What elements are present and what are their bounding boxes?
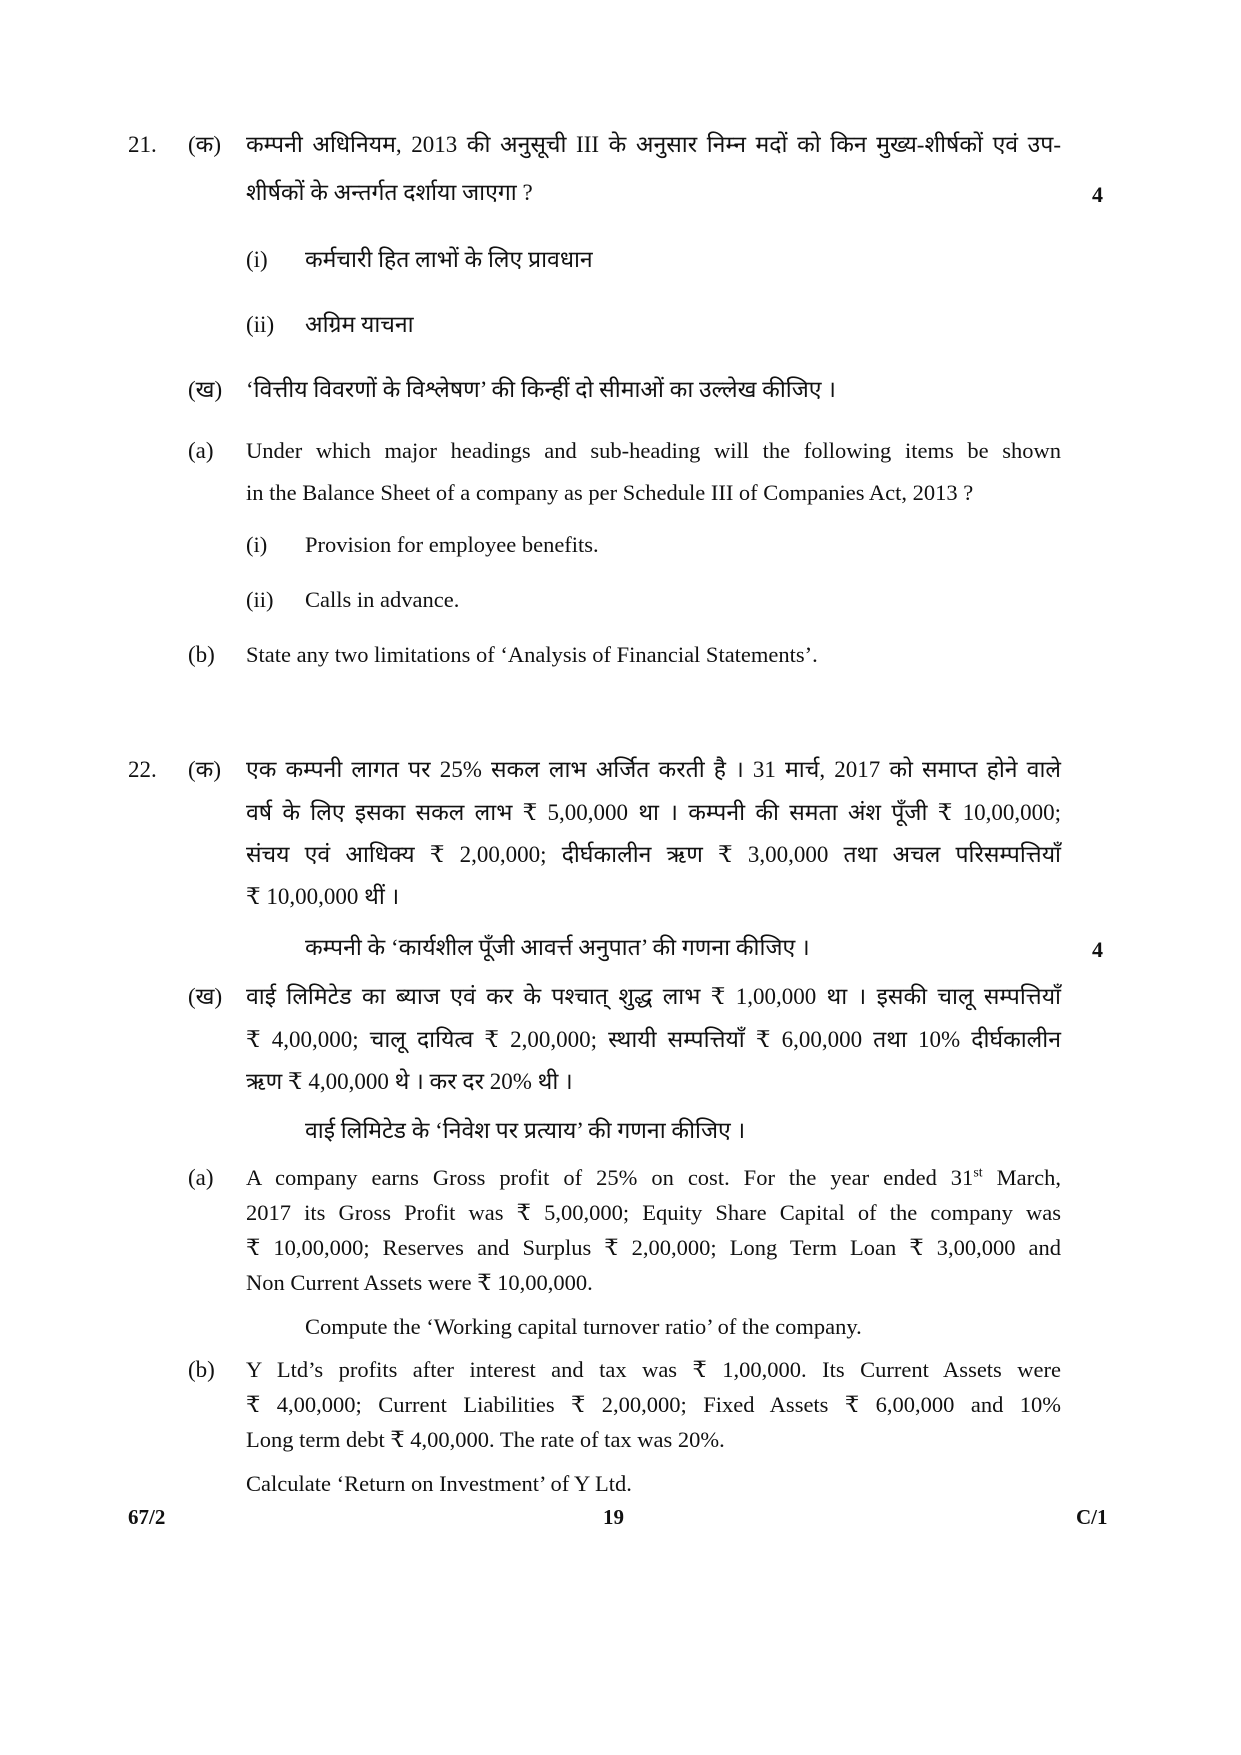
q21-kha-text: ‘वित्तीय विवरणों के विश्लेषण’ की किन्हीं दो सीमाओं का उल्लेख कीजिए । xyxy=(246,377,836,402)
q22-a-line2: 2017 its Gross Profit was ₹ 5,00,000; Equity Share Capital of the company was xyxy=(246,1200,1061,1225)
q22-ka-line1: एक कम्पनी लागत पर 25% सकल लाभ अर्जित करती है । 31 मार्च, 2017 को समाप्त होने वाले xyxy=(246,757,1061,782)
q22-a-line4: Non Current Assets were ₹ 10,00,000. xyxy=(246,1270,593,1295)
q21-part-b-label: (b) xyxy=(188,642,215,667)
q22-ka-line4: ₹ 10,00,000 थीं । xyxy=(246,884,400,909)
q21-a-item1-label: (i) xyxy=(246,532,268,557)
q22-a-line1-pre: A company earns Gross profit of 25% on cost. For the year ended 31 xyxy=(246,1165,974,1190)
q22-kha-line1: वाई लिमिटेड का ब्याज एवं कर के पश्चात् शुद्ध लाभ ₹ 1,00,000 था । इसकी चालू सम्पत्तियाँ xyxy=(246,984,1061,1009)
q22-kha-question: वाई लिमिटेड के ‘निवेश पर प्रत्याय’ की गणना कीजिए । xyxy=(305,1118,746,1143)
q21-a-line1: Under which major headings and sub-heading will the following items be shown xyxy=(246,438,1061,463)
q21-part-ka-label: (क) xyxy=(188,132,221,157)
q21-ka-line1: कम्पनी अधिनियम, 2013 की अनुसूची III के अनुसार निम्न मदों को किन मुख्य-शीर्षकों एवं उप- xyxy=(246,132,1061,157)
q22-part-kha-label: (ख) xyxy=(188,984,223,1009)
q22-part-ka-label: (क) xyxy=(188,757,221,782)
q21-ka-item1-text: कर्मचारी हित लाभों के लिए प्रावधान xyxy=(305,247,593,272)
footer-set-code: C/1 xyxy=(1076,1505,1108,1529)
q22-part-a-label: (a) xyxy=(188,1165,214,1190)
q21-b-text: State any two limitations of ‘Analysis of Financial Statements’. xyxy=(246,642,818,667)
q22-b-question: Calculate ‘Return on Investment’ of Y Ltd. xyxy=(246,1471,632,1496)
q21-a-line2: in the Balance Sheet of a company as per Schedule III of Companies Act, 2013 ? xyxy=(246,480,974,505)
q21-a-item1-text: Provision for employee benefits. xyxy=(305,532,599,557)
q21-a-item2-label: (ii) xyxy=(246,587,274,612)
q22-part-b-label: (b) xyxy=(188,1357,215,1382)
q21-a-item2-text: Calls in advance. xyxy=(305,587,460,612)
q22-ka-line3: संचय एवं आधिक्य ₹ 2,00,000; दीर्घकालीन ऋण ₹ 3,00,000 तथा अचल परिसम्पत्तियाँ xyxy=(246,842,1061,867)
q21-part-a-label: (a) xyxy=(188,438,214,463)
footer-paper-code: 67/2 xyxy=(128,1505,166,1529)
question-number-21: 21. xyxy=(128,132,157,157)
q22-kha-line2: ₹ 4,00,000; चालू दायित्व ₹ 2,00,000; स्थायी सम्पत्तियाँ ₹ 6,00,000 तथा 10% दीर्घकालीन xyxy=(246,1027,1061,1052)
q22-ka-question: कम्पनी के ‘कार्यशील पूँजी आवर्त्त अनुपात’ की गणना कीजिए । xyxy=(305,935,810,960)
question-number-22: 22. xyxy=(128,757,157,782)
q22-a-line1-sup: st xyxy=(973,1165,983,1181)
q22-a-question: Compute the ‘Working capital turnover ratio’ of the company. xyxy=(305,1314,862,1339)
q22-a-line1 xyxy=(246,1163,1061,1193)
footer-page-number: 19 xyxy=(603,1505,624,1529)
q22-a-line3: ₹ 10,00,000; Reserves and Surplus ₹ 2,00,000; Long Term Loan ₹ 3,00,000 and xyxy=(246,1235,1061,1260)
q22-a-line1-post: March, xyxy=(982,1165,1061,1190)
q22-b-line2: ₹ 4,00,000; Current Liabilities ₹ 2,00,000; Fixed Assets ₹ 6,00,000 and 10% xyxy=(246,1392,1061,1417)
q22-marks: 4 xyxy=(1092,937,1103,962)
q22-kha-line3: ऋण ₹ 4,00,000 थे । कर दर 20% थी । xyxy=(246,1069,573,1094)
q21-marks: 4 xyxy=(1092,182,1103,207)
q21-ka-line2: शीर्षकों के अन्तर्गत दर्शाया जाएगा ? xyxy=(246,180,533,205)
q22-b-line1: Y Ltd’s profits after interest and tax was ₹ 1,00,000. Its Current Assets were xyxy=(246,1357,1061,1382)
q22-ka-line2: वर्ष के लिए इसका सकल लाभ ₹ 5,00,000 था । कम्पनी की समता अंश पूँजी ₹ 10,00,000; xyxy=(246,800,1061,825)
q21-ka-item1-label: (i) xyxy=(246,247,268,272)
q21-ka-item2-text: अग्रिम याचना xyxy=(305,312,414,337)
q22-b-line3: Long term debt ₹ 4,00,000. The rate of tax was 20%. xyxy=(246,1427,725,1452)
q21-ka-item2-label: (ii) xyxy=(246,312,275,337)
q21-part-kha-label: (ख) xyxy=(188,377,223,402)
